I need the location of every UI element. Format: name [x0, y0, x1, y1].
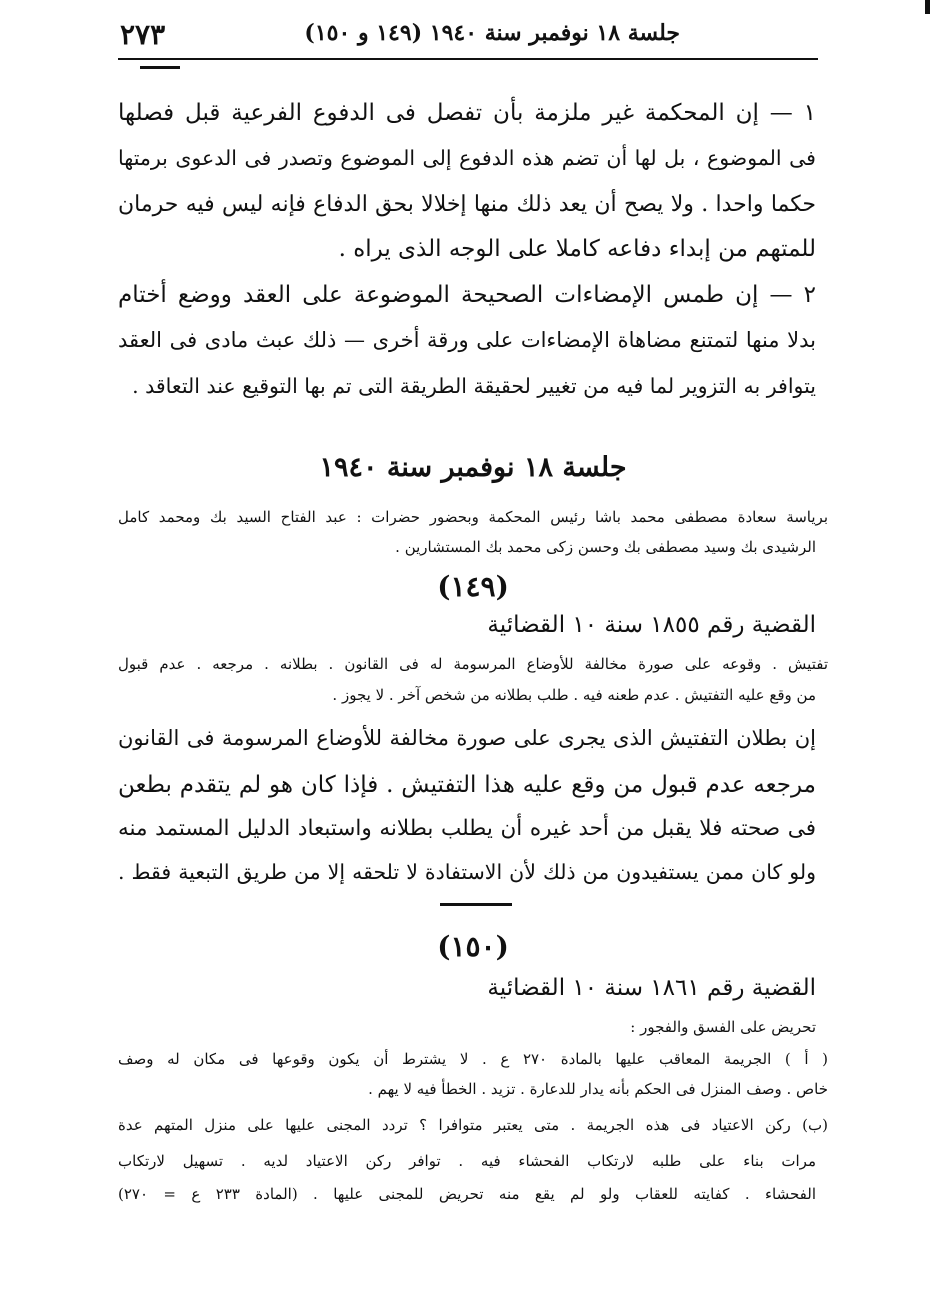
header-short-rule: [140, 66, 180, 69]
case-principle-line: مرجعه عدم قبول من وقع عليه هذا التفتيش . فإذا كان هو لم يتقدم بطعن: [118, 772, 816, 798]
case-title: القضية رقم ١٨٥٥ سنة ١٠ القضائية: [487, 612, 816, 638]
case-summary-line: مرات بناء على طلبه لارتكاب الفحشاء فيه . توافر ركن الاعتياد لديه . تسهيل لارتكاب: [118, 1152, 816, 1170]
session-title: جلسة ١٨ نوفمبر سنة ١٩٤٠: [319, 452, 627, 483]
case-number: (١٥٠): [437, 930, 509, 963]
principle-1-line: حكما واحدا . ولا يصح أن يعد ذلك منها إخلالا بحق الدفاع فإنه ليس فيه حرمان: [118, 192, 816, 217]
section-divider: [440, 903, 512, 906]
principle-2-line: ٢ — إن طمس الإمضاءات الصحيحة الموضوعة على العقد ووضع أختام: [118, 282, 816, 308]
running-title: جلسة ١٨ نوفمبر سنة ١٩٤٠ (١٤٩ و ١٥٠): [304, 20, 680, 46]
case-principle-line: ولو كان ممن يستفيدون من ذلك لأن الاستفادة لا تلحقه إلا من طريق التبعية فقط .: [118, 860, 816, 884]
case-principle-line: فى صحته فلا يقبل من أحد غيره أن يطلب بطلانه واستبعاد الدليل المستمد منه: [118, 816, 816, 841]
page-number: ٢٧٣: [120, 18, 166, 51]
running-header: [120, 18, 680, 52]
case-number: (١٤٩): [437, 570, 509, 603]
case-summary-line: الفحشاء . كفايته للعقاب ولو لم يقع منه تحريض للمجنى عليها . (المادة ٢٣٣ ع = ٢٧٠): [118, 1185, 817, 1203]
principle-1-line: فى الموضوع ، بل لها أن تضم هذه الدفوع إلى الموضوع وتصدر فى الدعوى برمتها: [118, 146, 816, 170]
case-summary-line: من وقع عليه التفتيش . عدم طعنه فيه . طلب بطلانه من شخص آخر . لا يجوز .: [332, 686, 816, 704]
case-summary-line: تفتيش . وقوعه على صورة مخالفة للأوضاع المرسومة له فى القانون . بطلانه . مرجعه . عدم قبول: [118, 655, 828, 673]
case-summary-line: خاص . وصف المنزل فى الحكم بأنه يدار للدعارة . تزيد . الخطأ فيه لا يهم .: [368, 1080, 828, 1098]
case-principle-line: إن بطلان التفتيش الذى يجرى على صورة مخالفة للأوضاع المرسومة فى القانون: [118, 726, 816, 750]
case-summary-line: تحريض على الفسق والفجور :: [630, 1018, 816, 1036]
margin-mark: [925, 0, 930, 14]
principle-1-line: ١ — إن المحكمة غير ملزمة بأن تفصل فى الدفوع الفرعية قبل فصلها: [118, 100, 816, 126]
principle-1-line: للمتهم من إبداء دفاعه كاملا على الوجه الذى يراه .: [338, 236, 816, 262]
case-title: القضية رقم ١٨٦١ سنة ١٠ القضائية: [487, 975, 816, 1001]
case-summary-line: (ب) ركن الاعتياد فى هذه الجريمة . متى يعتبر متوافرا ؟ تردد المجنى عليها على منزل المتهم عدة: [118, 1116, 828, 1134]
presidency-line: الرشيدى بك وسيد مصطفى بك وحسن زكى محمد بك المستشارين .: [395, 538, 816, 556]
case-summary-line: ( أ ) الجريمة المعاقب عليها بالمادة ٢٧٠ ع . لا يشترط أن يكون وقوعها فى مكان له وصف: [118, 1050, 828, 1068]
presidency-line: برياسة سعادة مصطفى محمد باشا رئيس المحكمة وبحضور حضرات : عبد الفتاح السيد بك ومحمد كامل: [118, 508, 828, 526]
principle-2-line: بدلا منها لتمتنع مضاهاة الإمضاءات على ورقة أخرى — ذلك عبث مادى فى العقد: [118, 328, 816, 352]
principle-2-line: يتوافر به التزوير لما فيه من تغيير لحقيقة الطريقة التى تم بها التوقيع عند التعاقد .: [132, 374, 816, 398]
header-rule: [118, 58, 818, 60]
